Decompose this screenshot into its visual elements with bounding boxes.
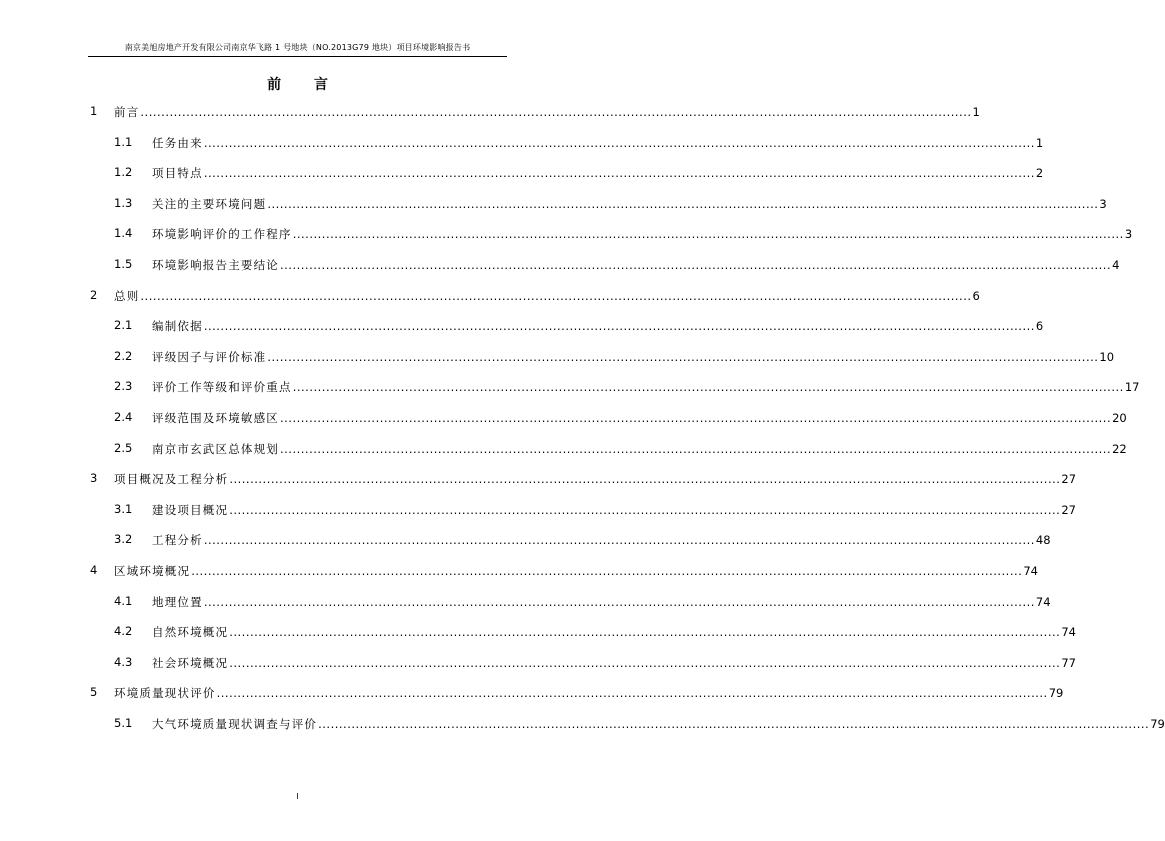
toc-entry-5-1[interactable] — [0, 716, 1165, 736]
toc-entry-label: 南京市玄武区总体规划 — [152, 441, 279, 456]
leader-dots: ........................................................................................................................................................................................................ — [203, 135, 1035, 150]
toc-entry-page: 2 — [1035, 166, 1044, 181]
toc-entry-page: 20 — [1112, 411, 1127, 425]
leader-dots: ........................................................................................................................................................................................................ — [229, 502, 1061, 517]
toc-entry-page: 48 — [1035, 533, 1051, 548]
toc-entry-label: 环境质量现状评价 — [114, 686, 216, 701]
toc-entry-label: 区域环境概况 — [114, 564, 191, 578]
toc-entry-page: 74 — [1035, 594, 1051, 609]
toc-entry-number: 1.3 — [114, 195, 133, 210]
toc-entry-number: 2.2 — [114, 348, 133, 363]
leader-dots: ........................................................................................................................................................................................................ — [140, 105, 972, 119]
toc-entry-page: 77 — [1061, 655, 1076, 670]
toc-entry-label: 环境影响报告主要结论 — [152, 258, 279, 272]
toc-entry-page: 10 — [1099, 349, 1115, 364]
leader-dots: ........................................................................................................................................................................................................ — [191, 564, 1023, 578]
toc-entry-label: 社会环境概况 — [152, 655, 229, 670]
toc-entry-1[interactable] — [0, 104, 980, 124]
leader-dots: ........................................................................................................................................................................................................ — [203, 594, 1035, 609]
toc-entry-4[interactable] — [0, 563, 1038, 583]
leader-dots: ........................................................................................................................................................................................................ — [292, 227, 1124, 242]
toc-entry-number: 1.5 — [114, 257, 133, 271]
leader-dots: ........................................................................................................................................................................................................ — [280, 258, 1112, 272]
toc-entry-1-4[interactable] — [0, 226, 1133, 246]
leader-dots: ........................................................................................................................................................................................................ — [318, 717, 1150, 731]
toc-entry-number: 4 — [90, 563, 98, 577]
toc-entry-number: 2.3 — [114, 379, 133, 394]
toc-entry-number: 2.1 — [114, 318, 133, 333]
toc-entry-page: 79 — [1150, 717, 1165, 731]
leader-dots: ........................................................................................................................................................................................................ — [229, 625, 1061, 640]
toc-entry-label: 大气环境质量现状调查与评价 — [152, 717, 318, 731]
leader-dots: ........................................................................................................................................................................................................ — [203, 533, 1035, 548]
toc-title: 前 言 — [267, 77, 342, 93]
page-number: I — [296, 792, 299, 801]
toc-entry-page: 4 — [1112, 258, 1120, 272]
toc-entry-label: 总则 — [114, 288, 140, 303]
toc-entry-number: 4.1 — [114, 593, 133, 608]
toc-entry-number: 4.2 — [114, 624, 133, 639]
toc-entry-label: 评级因子与评价标准 — [152, 349, 267, 364]
toc-entry-number: 1.4 — [114, 226, 133, 241]
leader-dots: ........................................................................................................................................................................................................ — [140, 288, 972, 303]
toc-entry-number: 1 — [90, 104, 98, 118]
toc-entry-2[interactable] — [0, 287, 980, 308]
toc-entry-label: 前言 — [114, 105, 140, 119]
toc-entry-page: 74 — [1061, 625, 1076, 640]
toc-entry-4-3[interactable] — [0, 654, 1076, 675]
leader-dots: ........................................................................................................................................................................................................ — [229, 655, 1061, 670]
toc-entry-number: 1.1 — [114, 134, 133, 149]
toc-entry-number: 2 — [90, 287, 98, 302]
toc-entry-label: 评价工作等级和评价重点 — [152, 380, 292, 395]
toc-entry-3-1[interactable] — [0, 501, 1076, 522]
toc-entry-1-2[interactable] — [0, 165, 1044, 185]
leader-dots: ........................................................................................................................................................................................................ — [216, 686, 1048, 701]
leader-dots: ........................................................................................................................................................................................................ — [229, 472, 1061, 487]
toc-entry-page: 6 — [1035, 319, 1044, 334]
toc-entry-label: 地理位置 — [152, 594, 203, 609]
toc-entry-page: 27 — [1061, 472, 1077, 487]
toc-entry-number: 5 — [90, 685, 98, 700]
toc-entry-page: 1 — [972, 105, 980, 119]
toc-entry-1-3[interactable] — [0, 195, 1107, 216]
toc-entry-label: 编制依据 — [152, 319, 203, 334]
toc-entry-page: 17 — [1124, 380, 1140, 395]
toc-entry-label: 环境影响评价的工作程序 — [152, 227, 292, 242]
toc-entry-number: 3.2 — [114, 532, 133, 547]
toc-entry-number: 2.4 — [114, 410, 133, 424]
running-header: 南京美旭房地产开发有限公司南京华飞路 1 号地块（NO.2013G79 地块）项目环境影响报告书 — [124, 43, 471, 52]
toc-entry-number: 3 — [90, 471, 98, 486]
toc-entry-2-4[interactable] — [0, 410, 1127, 430]
toc-entry-number: 1.2 — [114, 165, 133, 180]
leader-dots: ........................................................................................................................................................................................................ — [267, 196, 1099, 211]
toc-entry-page: 79 — [1048, 686, 1064, 701]
toc-entry-number: 5.1 — [114, 716, 133, 730]
toc-entry-1-1[interactable] — [0, 134, 1044, 155]
toc-entry-label: 工程分析 — [152, 533, 203, 548]
toc-entry-label: 评级范围及环境敏感区 — [152, 411, 279, 425]
toc-entry-page: 27 — [1061, 502, 1076, 517]
leader-dots: ........................................................................................................................................................................................................ — [203, 166, 1035, 181]
toc-entry-2-3[interactable] — [0, 379, 1140, 399]
toc-entry-number: 4.3 — [114, 654, 133, 669]
toc-entry-page: 1 — [1035, 135, 1044, 150]
toc-entry-page: 6 — [972, 288, 980, 303]
leader-dots: ........................................................................................................................................................................................................ — [267, 349, 1099, 364]
toc-entry-label: 项目特点 — [152, 166, 203, 181]
toc-entry-page: 74 — [1023, 564, 1038, 578]
toc-entry-label: 建设项目概况 — [152, 502, 229, 517]
toc-entry-4-2[interactable] — [0, 624, 1076, 644]
leader-dots: ........................................................................................................................................................................................................ — [280, 441, 1112, 456]
toc-entry-2-5[interactable] — [0, 440, 1127, 461]
toc-entry-label: 项目概况及工程分析 — [114, 472, 229, 487]
toc-entry-page: 3 — [1099, 196, 1107, 211]
toc-entry-1-5[interactable] — [0, 257, 1120, 277]
toc-entry-2-2[interactable] — [0, 348, 1115, 369]
toc-entry-2-1[interactable] — [0, 318, 1044, 338]
toc-entry-5[interactable] — [0, 685, 1064, 705]
toc-entry-number: 3.1 — [114, 501, 133, 516]
toc-entry-3[interactable] — [0, 471, 1077, 491]
toc-entry-page: 22 — [1112, 441, 1127, 456]
toc-entry-number: 2.5 — [114, 440, 133, 455]
leader-dots: ........................................................................................................................................................................................................ — [203, 319, 1035, 334]
header-rule — [88, 56, 507, 57]
toc-entry-page: 3 — [1124, 227, 1133, 242]
toc-entry-label: 关注的主要环境问题 — [152, 196, 267, 211]
toc-entry-label: 自然环境概况 — [152, 625, 229, 640]
toc-entry-4-1[interactable] — [0, 593, 1051, 614]
toc-entry-label: 任务由来 — [152, 135, 203, 150]
leader-dots: ........................................................................................................................................................................................................ — [292, 380, 1124, 395]
leader-dots: ........................................................................................................................................................................................................ — [280, 411, 1112, 425]
toc-entry-3-2[interactable] — [0, 532, 1051, 552]
